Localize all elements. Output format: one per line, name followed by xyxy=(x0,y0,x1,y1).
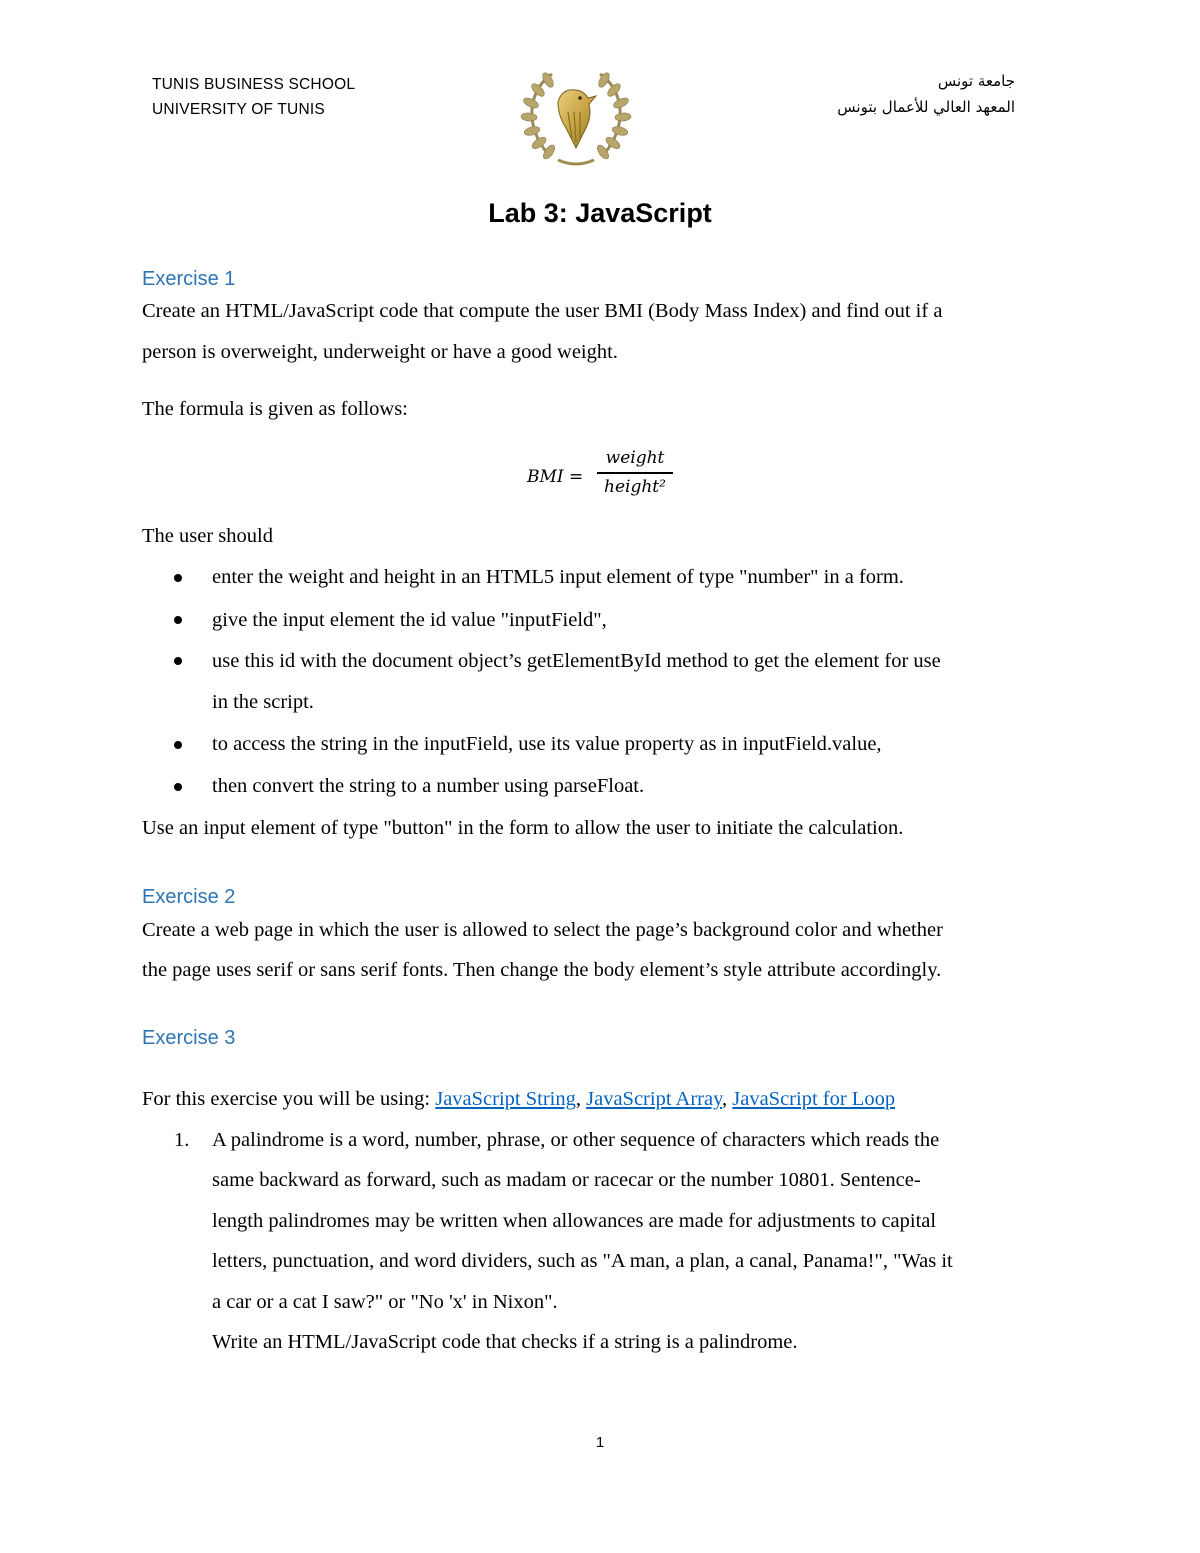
bullet-item-1: enter the weight and height in an HTML5 input element of type "number" in a form. xyxy=(212,566,904,588)
institution-name-ar: المعهد العالي للأعمال بتونس xyxy=(837,98,1015,116)
palindrome-task: Write an HTML/JavaScript code that checks if a string is a palindrome. xyxy=(212,1331,798,1353)
exercise1-desc-line2: person is overweight, underweight or have a good weight. xyxy=(142,341,618,363)
formula-lhs: BMI = xyxy=(527,467,584,487)
exercise1-heading: Exercise 1 xyxy=(142,268,236,290)
exercise1-closing: Use an input element of type "button" in the form to allow the user to initiate the calculation. xyxy=(142,817,904,839)
bullet-item-2: give the input element the id value "inputField", xyxy=(212,609,607,631)
bullet-item-3-cont: in the script. xyxy=(212,691,314,713)
formula-numerator: weight xyxy=(605,448,665,468)
exercise2-line2: the page uses serif or sans serif fonts. Then change the body element’s style attribute accordingly. xyxy=(142,959,942,981)
bullet-item-5: then convert the string to a number using parseFloat. xyxy=(212,775,645,797)
exercise3-intro xyxy=(142,1079,895,1120)
palindrome-line-1: A palindrome is a word, number, phrase, or other sequence of characters which reads the xyxy=(212,1129,940,1151)
link-javascript-for-loop[interactable]: JavaScript for Loop xyxy=(732,1088,896,1110)
page-title: Lab 3: JavaScript xyxy=(488,198,712,228)
exercise1-desc-line1: Create an HTML/JavaScript code that compute the user BMI (Body Mass Index) and find out if a xyxy=(142,300,943,322)
link-javascript-array[interactable]: JavaScript Array xyxy=(586,1088,722,1110)
bullet-icon xyxy=(174,616,182,624)
university-name-en: UNIVERSITY OF TUNIS xyxy=(152,101,325,118)
bullet-icon xyxy=(174,783,182,791)
palindrome-line-2: same backward as forward, such as madam or racecar or the number 10801. Sentence- xyxy=(212,1169,921,1191)
palindrome-line-4: letters, punctuation, and word dividers, such as "A man, a plan, a canal, Panama!", "Was it xyxy=(212,1250,953,1272)
palindrome-line-5: a car or a cat I saw?" or "No 'x' in Nixon". xyxy=(212,1291,558,1313)
bullet-icon xyxy=(174,657,182,665)
user-should-text: The user should xyxy=(142,525,273,547)
university-name-ar: جامعة تونس xyxy=(937,72,1015,90)
exercise3-heading: Exercise 3 xyxy=(142,1027,236,1049)
link-javascript-string[interactable]: JavaScript String xyxy=(435,1088,576,1110)
exercise2-line1: Create a web page in which the user is allowed to select the page’s background color and whether xyxy=(142,919,943,941)
formula-denominator: height² xyxy=(604,476,666,497)
formula-intro: The formula is given as follows: xyxy=(142,398,408,420)
eagle-laurel-emblem-icon xyxy=(518,68,634,170)
page-number: 1 xyxy=(595,1434,605,1451)
list-number: 1. xyxy=(174,1129,190,1151)
fraction-bar xyxy=(597,472,673,474)
exercise3-intro-text: For this exercise you will be using: xyxy=(142,1088,436,1110)
bullet-item-4: to access the string in the inputField, use its value property as in inputField.value, xyxy=(212,733,882,755)
palindrome-line-3: length palindromes may be written when allowances are made for adjustments to capital xyxy=(212,1210,937,1232)
link-separator: , xyxy=(722,1088,733,1110)
exercise2-heading: Exercise 2 xyxy=(142,886,236,908)
bullet-item-3: use this id with the document object’s getElementById method to get the element for use xyxy=(212,650,941,672)
link-separator: , xyxy=(575,1088,587,1110)
bullet-icon xyxy=(174,574,182,582)
institution-name-en: TUNIS BUSINESS SCHOOL xyxy=(152,76,356,93)
bullet-icon xyxy=(174,741,182,749)
formula-fraction xyxy=(597,448,673,497)
